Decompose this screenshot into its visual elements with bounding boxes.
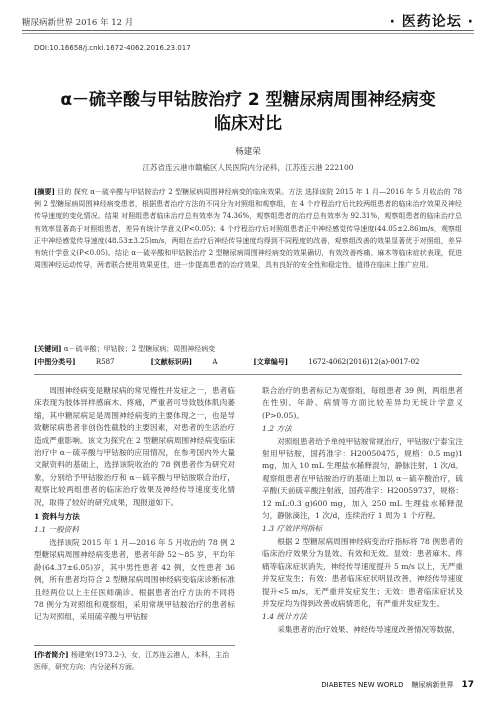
author-name: 杨建荣 <box>235 147 261 157</box>
abstract-text: 目的 探究 α－硫辛酸与甲钴胺治疗 2 型糖尿病周围神经病变的临床效果。方法 选择该院 2015 年 1 月—2016 年 5 月收治的 78 例 2 型糖尿病周围神经病变患者，根据患者治疗方法的不同分为对照组和观察组，在 4 个疗程治疗后比较两组患者的临床治疗效果及神经传导速度的变化情况。结果 对照组患者临床治疗总有效率为 74.36%，观察组患者的治疗总有效率为 92.31%，观察组患者的临床治疗总有效率显著高于对照组患者，差异有统计学意义(P<0.05)；4 个疗程治疗后对照组患者正中神经感觉传导速度(44.05±2.86)m/s，观察组正中神经感觉传导速度(48.53±3.25)m/s，两组在治疗后神经传导速度均得到不同程度的改善，观察组改善的效果显著优于对照组，差异有统计学意义(P<0.05)。结论 α－硫辛酸和甲钴胺治疗 2 型糖尿病周围神经病变的效果确切，有效改善疼痛、麻木等临床症状表现，促进周围神经运动传导，两者联合使用效果更佳，进一步提高患者的治疗效果，具有良好的安全性和稳定性，值得在临床上推广应用。 <box>34 188 462 270</box>
abstract-separator <box>34 374 462 375</box>
article-id-value: 1672-4062(2016)12(a)-0017-02 <box>306 358 420 366</box>
subsection-heading-criteria: 1.3 疗效评判指标 <box>262 524 323 534</box>
page-footer <box>321 680 474 690</box>
doc-code-field <box>150 357 235 367</box>
keywords-text: α－硫辛酸；甲钴胺；2 型糖尿病；周围神经病变 <box>61 345 216 353</box>
section-header: · 医药论坛 · <box>389 14 474 30</box>
journal-issue-header: 糖尿病新世界 2016 年 12 月 <box>22 18 134 28</box>
doi-line[interactable]: DOI:10.16658/j.cnki.1672-4062.2016.23.017 <box>34 44 191 52</box>
subsection-heading-methods: 1.2 方法 <box>262 424 292 434</box>
subsection-heading-statistics: 1.4 统计方法 <box>262 612 307 622</box>
general-data-continued: 联合治疗的患者标记为观察组，每组患者 39 例，两组患者在性别、年龄、病情等方面比较差异均无统计学意义(P>0.05)。 <box>262 386 463 420</box>
criteria-paragraph: 根据 2 型糖尿病周围神经病变治疗指标将 78 例患者的临床治疗效果分为显效、有效和无效。显效：患者麻木、疼痛等临床症状消失，神经传导速度提升 5 m/s 以上，无严重并发症发生；有效：患者临床症状明显改善，神经传导速度提升<5 m/s，无严重并发症发生；无效：患者临床症状及并发症均为得到改善或病情恶化，有严重并发症发生。 <box>262 536 463 608</box>
article-id-field <box>253 357 437 367</box>
clc-value: R587 <box>93 358 115 366</box>
section-heading-materials: 1 资料与方法 <box>34 512 80 522</box>
keywords-label: [关键词] <box>34 344 62 353</box>
article-title-line1: α－硫辛酸与甲钴胺治疗 2 型糖尿病周围神经病变 <box>60 90 436 110</box>
header-rule-thin <box>22 33 474 34</box>
doc-code-label: [文献标识码] <box>150 357 193 366</box>
methods-paragraph: 对照组患者给予单纯甲钴胺常规治疗，甲钴胺(宁泰宝注射用甲钴胺，国药准字：H20050475，规格：0.5 mg)1 mg，加入 10 mL 生理盐水稀释混匀，静脉注射，1 次/d。观察组患者在甲钴胺治疗的基础上加以 α－硫辛酸治疗，硫辛酸(天前硫辛酸注射液，国药准字：H20059737，规格：12 mL:0.3 g)600 mg，加入 250 mL 生理盐水稀释混匀，静脉滴注，1 次/d，连续治疗 1 周为 1 个疗程。 <box>262 436 463 521</box>
subsection-heading-general: 1.1 一般资料 <box>34 525 79 535</box>
statistics-paragraph: 采集患者的治疗效果、神经传导速度改善情况等数据， <box>277 624 460 634</box>
doc-code-value: A <box>210 358 218 366</box>
author-bio-label: [作者简介] <box>34 650 69 659</box>
article-title-line2: 临床对比 <box>214 114 282 134</box>
author-bio <box>34 645 235 673</box>
abstract <box>34 186 462 271</box>
footer-journal-en: DIABETES NEW WORLD <box>321 681 404 689</box>
body-column-right <box>262 385 463 636</box>
article-title <box>30 88 466 136</box>
article-id-label: [文章编号] <box>253 357 289 366</box>
author-affiliation: 江苏省连云港市赣榆区人民医院内分泌科，江苏连云港 222100 <box>142 163 354 172</box>
clc-label: [中图分类号] <box>34 357 76 366</box>
header-rule <box>22 30 474 31</box>
author-bio-text: 杨建荣(1973.2-)，女，江苏连云港人，本科，主治医师，研究方向：内分泌科方面。 <box>34 651 230 671</box>
body-column-left <box>34 385 235 624</box>
keywords <box>34 344 462 354</box>
footer-journal-cn: 糖尿病新世界 <box>411 681 454 689</box>
classification-line <box>34 357 462 367</box>
general-data-paragraph: 选择该院 2015 年 1 月—2016 年 5 月收治的 78 例 2 型糖尿病周围神经病变患者，患者年龄 52～85 岁，平均年龄(64.37±6.05)岁，其中男性患者 42 例，女性患者 36 例，所有患者均符合 2 型糖尿病周围神经病变临床诊断标准且经两位以上主任医师确诊。根据患者治疗方法的不同将 78 例分为对照组和观察组，采用常规甲钴胺治疗的患者标记为对照组，采用硫辛酸与甲钴胺 <box>34 537 235 622</box>
clc-field <box>34 357 132 367</box>
page-number: 17 <box>461 680 474 690</box>
abstract-label: [摘要] <box>34 187 55 196</box>
intro-paragraph: 周围神经病变是糖尿病的常见慢性并发症之一，患者临床表现为肢体异样感麻木、疼痛，严重者可导致肢体肌肉萎缩，其中糖尿病足是周围神经病变的主要体现之一，也是导致糖尿病患者非创伤性截肢的主要因素，对患者的生活治疗造成严重影响。该文为探究在 2 型糖尿病周围神经病变临床治疗中 α－硫辛酸与甲钴胺的应用情况，在参考国内外大量文献资料的基础上，选择该院收治的 78 例患者作为研究对象，分别给予甲钴胺治疗和 α－硫辛酸与甲钴胺联合治疗，观察比较两组患者的临床治疗效果及神经传导速度变化情况，取得了较好的研究成果，现报道如下。 <box>34 386 235 507</box>
